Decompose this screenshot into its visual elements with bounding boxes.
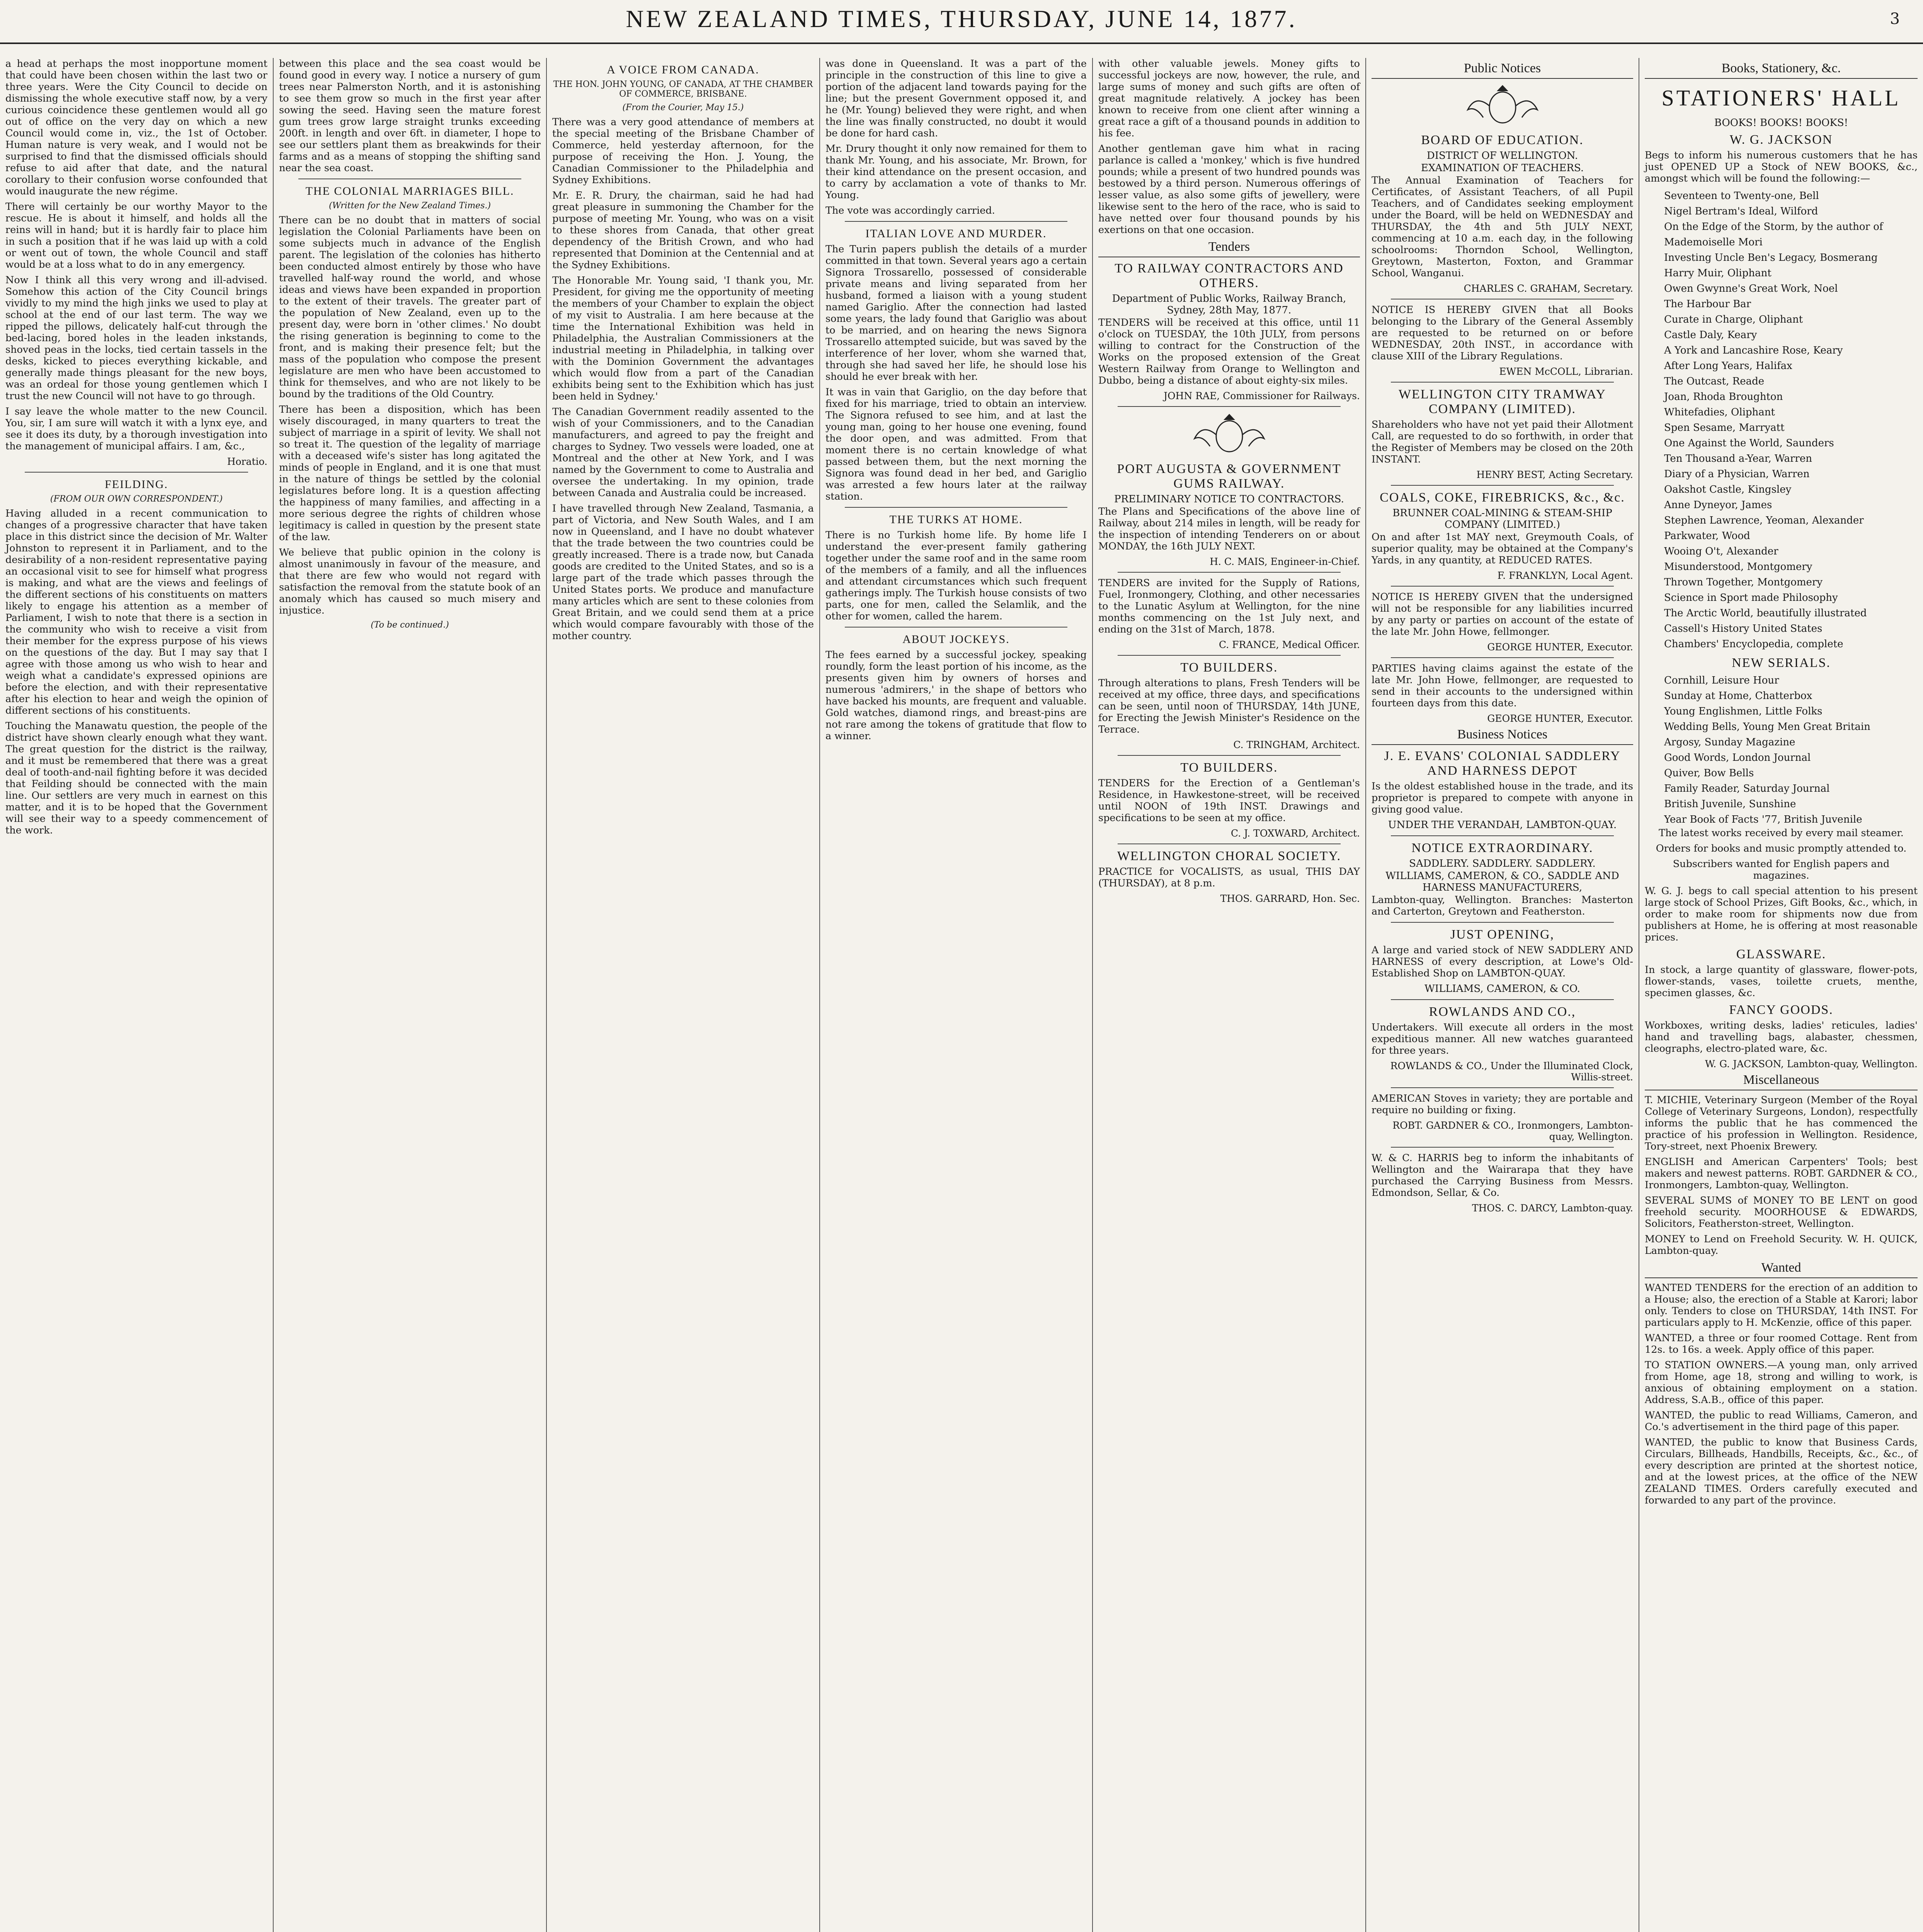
- list-item: Year Book of Facts '77, British Juvenile: [1664, 814, 1862, 825]
- ad-heading: TO BUILDERS.: [1180, 660, 1278, 675]
- list-item: Curate in Charge, Oliphant: [1664, 314, 1803, 325]
- ad-subline: PRELIMINARY NOTICE TO CONTRACTORS.: [1114, 493, 1344, 505]
- divider: [1118, 655, 1341, 656]
- list-item: A York and Lancashire Rose, Keary: [1664, 345, 1843, 356]
- list-item: Seventeen to Twenty-one, Bell: [1664, 190, 1819, 202]
- divider: [1391, 922, 1614, 923]
- ad-body: AMERICAN Stoves in variety; they are portable and require no building or fixing.: [1372, 1093, 1633, 1116]
- ad-signature: CHARLES C. GRAHAM, Secretary.: [1464, 283, 1633, 294]
- ad-subline: WILLIAMS, CAMERON, & CO.: [1424, 983, 1580, 995]
- article-paragraph: with other valuable jewels. Money gifts to successful jockeys are now, however, the rule, and large sums of money and such gifts are often of great magnitude relatively. A jockey has been known to receive from one client after winning a great race a gift of a thousand pounds in addition to his fee.: [1098, 58, 1360, 139]
- divider: [1391, 835, 1614, 836]
- ad-body: T. MICHIE, Veterinary Surgeon (Member of the Royal College of Veterinary Surgeons, London), respectfully informs the public that he has commenced the practice of his profession in Wellington. Residence, Tory-street, next Phoenix Brewery.: [1645, 1094, 1918, 1152]
- ad-body: Subscribers wanted for English papers and magazines.: [1673, 858, 1890, 881]
- ad-subline: SADDLERY. SADDLERY. SADDLERY.: [1409, 858, 1596, 869]
- list-item: Nigel Bertram's Ideal, Wilford: [1664, 206, 1818, 217]
- ad-heading: COALS, COKE, FIREBRICKS, &c., &c.: [1380, 490, 1625, 505]
- ad-heading: JUST OPENING,: [1450, 927, 1555, 942]
- ad-heading: WELLINGTON CHORAL SOCIETY.: [1117, 849, 1341, 863]
- list-item: Misunderstood, Montgomery: [1664, 561, 1812, 573]
- ad-heading: TO BUILDERS.: [1180, 760, 1278, 775]
- royal-crest-icon: [1456, 83, 1549, 129]
- list-item: Wooing O't, Alexander: [1664, 546, 1778, 557]
- list-item: The Harbour Bar: [1664, 298, 1751, 310]
- list-item: Stephen Lawrence, Yeoman, Alexander: [1664, 515, 1864, 526]
- column-7: [1639, 58, 1923, 1932]
- list-item: Cornhill, Leisure Hour: [1664, 675, 1779, 686]
- article-paragraph: Now I think all this very wrong and ill-advised. Somehow this action of the City Council brings vividly to my mind the high jinks we used to play at school at the end of our last term. The way we ripped the pillows, delicately half-cut through the bed-lacing, bored holes in the leaden inkstands, shoved peas in the locks, tied certain tassels in the desks, kicked to pieces everything kickable, and generally made things pleasant for the new boys, was an ordeal for those young gentlemen which I trust the new Council will not have to go through.: [5, 274, 267, 402]
- ad-heading: FANCY GOODS.: [1729, 1003, 1833, 1017]
- article-paragraph: There can be no doubt that in matters of social legislation the Colonial Parliaments have been on some subjects much in advance of the English parent. The legislation of the colonies has hitherto been conducted almost entirely by those who have travelled half-way round the world, and whose ideas and views have been expanded in proportion to the extent of their travels. The greater part of the population of New Zealand, even up to the present day, were born in 'other climes.' No doubt the rising generation is beginning to come to the front, and is making their presence felt; but the mass of the population who compose the present legislature are men who have been accustomed to think for themselves, and who are not likely to be bound by the traditions of the Old Country.: [279, 214, 541, 400]
- ad-signature: C. TRINGHAM, Architect.: [1233, 739, 1360, 750]
- ad-subline: UNDER THE VERANDAH, LAMBTON-QUAY.: [1388, 819, 1617, 831]
- ad-body: PARTIES having claims against the estate of the late Mr. John Howe, fellmonger, are requested to send in their accounts to the undersigned within fourteen days from this date.: [1372, 663, 1633, 709]
- article-paragraph: I have travelled through New Zealand, Tasmania, a part of Victoria, and New South Wales, and I am now in Queensland, and I have no doubt whatever that the trade between the two countries could be greatly increased. There is a trade now, but Canada goods are credited to the United States, and so is a large part of the trade which passes through the United States ports. We produce and manufacture many articles which are sent to these colonies from Great Britain, and we could send them at a price which would compare favourably with those of the mother country.: [552, 503, 814, 642]
- ad-signature: C. J. TOXWARD, Architect.: [1231, 828, 1360, 839]
- ad-subline: EXAMINATION OF TEACHERS.: [1421, 162, 1584, 174]
- ad-body: WANTED, the public to read Williams, Cameron, and Co.'s advertisement in the third page of this paper.: [1645, 1410, 1918, 1433]
- article-paragraph: We believe that public opinion in the colony is almost unanimously in favour of the measure, and that there are few who would not regard with satisfaction the removal from the statute book of an anomaly which has caused so much misery and injustice.: [279, 547, 541, 616]
- ad-body: W. & C. HARRIS beg to inform the inhabitants of Wellington and the Wairarapa that they have purchased the Carrying Business from Messrs. Edmondson, Sellar, & Co.: [1372, 1152, 1633, 1199]
- divider: [1391, 1147, 1614, 1148]
- ad-subline: WILLIAMS, CAMERON, & CO., SADDLE AND HARNESS MANUFACTURERS,: [1385, 870, 1619, 893]
- list-item: Whitefadies, Oliphant: [1664, 406, 1775, 418]
- ad-subline: BOOKS! BOOKS! BOOKS!: [1714, 117, 1848, 129]
- ad-body: TENDERS for the Erection of a Gentleman's Residence, in Hawkestone-street, will be received until NOON of 19th INST. Drawings and specifications to be seen at my office.: [1098, 777, 1360, 824]
- list-item: The Arctic World, beautifully illustrated: [1664, 607, 1867, 619]
- book-list: [1645, 188, 1918, 652]
- ad-heading: GLASSWARE.: [1736, 947, 1826, 961]
- ad-subline: DISTRICT OF WELLINGTON.: [1426, 150, 1578, 162]
- list-item: Family Reader, Saturday Journal: [1664, 783, 1830, 794]
- divider: [845, 221, 1067, 222]
- ad-signature: W. G. JACKSON, Lambton-quay, Wellington.: [1705, 1058, 1918, 1070]
- list-item: Owen Gwynne's Great Work, Noel: [1664, 283, 1838, 294]
- ad-body: Orders for books and music promptly attended to.: [1656, 843, 1907, 854]
- ad-body: PRACTICE for VOCALISTS, as usual, THIS DAY (THURSDAY), at 8 p.m.: [1098, 866, 1360, 889]
- ad-signature: ROWLANDS & CO., Under the Illuminated Clock, Willis-street.: [1390, 1060, 1633, 1083]
- divider: [1391, 485, 1614, 486]
- list-item: Good Words, London Journal: [1664, 752, 1811, 764]
- ad-body: The latest works received by every mail steamer.: [1659, 827, 1904, 839]
- ad-body: Workboxes, writing desks, ladies' reticules, ladies' hand and travelling bags, alabaster, chessmen, cleographs, electro-plated ware, &c.: [1645, 1020, 1918, 1054]
- ad-body: ENGLISH and American Carpenters' Tools; best makers and newest patterns. ROBT. GARDNER & CO., Ironmongers, Lambton-quay, Wellington.: [1645, 1156, 1918, 1191]
- column-3: [547, 58, 819, 1932]
- ad-body: Begs to inform his numerous customers that he has just OPENED UP a Stock of NEW BOOKS, &c., amongst which will be found the following:—: [1645, 150, 1918, 184]
- ad-body: SEVERAL SUMS of MONEY TO BE LENT on good freehold security. MOORHOUSE & EDWARDS, Solicitors, Featherston-street, Wellington.: [1645, 1195, 1918, 1230]
- ad-heading: W. G. JACKSON: [1729, 133, 1833, 147]
- ad-body: The Plans and Specifications of the above line of Railway, about 214 miles in length, will be ready for the inspection of intending Tenderers on or about MONDAY, the 16th JULY NEXT.: [1098, 506, 1360, 552]
- ad-body: WANTED, a three or four roomed Cottage. Rent from 12s. to 16s. a week. Apply office of this paper.: [1645, 1332, 1918, 1355]
- column-6: [1366, 58, 1639, 1932]
- article-paragraph: Another gentleman gave him what in racing parlance is called a 'monkey,' which is five hundred pounds; while a present of two hundred pounds was bestowed by a third person. Numerous offerings of lesser value, as also some gifts of jewellery, were likewise sent to the hero of the race, who is said to have netted over four thousand pounds by his exertions on that one occasion.: [1098, 143, 1360, 236]
- ad-heading: PORT AUGUSTA & GOVERNMENT GUMS RAILWAY.: [1117, 462, 1341, 491]
- ad-subline: BRUNNER COAL-MINING & STEAM-SHIP COMPANY (LIMITED.): [1392, 507, 1612, 531]
- list-item: Joan, Rhoda Broughton: [1664, 391, 1783, 403]
- list-item: Argosy, Sunday Magazine: [1664, 736, 1795, 748]
- divider: [1118, 406, 1341, 407]
- divider: [1391, 1087, 1614, 1088]
- article-heading: ITALIAN LOVE AND MURDER.: [865, 227, 1047, 240]
- list-item: Spen Sesame, Marryatt: [1664, 422, 1785, 434]
- list-item: The Outcast, Reade: [1664, 376, 1765, 387]
- ad-body: W. G. J. begs to call special attention to his present large stock of School Prizes, Gift Books, &c., which, in order to make room for shipments now due from publishers at Home, he is offering at most reasonable prices.: [1645, 885, 1918, 943]
- list-item: Quiver, Bow Bells: [1664, 767, 1754, 779]
- list-item: Chambers' Encyclopedia, complete: [1664, 638, 1843, 650]
- list-item: Anne Dyneyor, James: [1664, 499, 1772, 511]
- article-paragraph: Mr. Drury thought it only now remained for them to thank Mr. Young, and his associate, Mr. Brown, for their kind attendance on the present occasion, and to carry by acclamation a vote of thanks to Mr. Young.: [825, 143, 1087, 201]
- divider: [1391, 999, 1614, 1000]
- ad-body: Undertakers. Will execute all orders in the most expeditious manner. All new watches guaranteed for three years.: [1372, 1022, 1633, 1056]
- column-2: [274, 58, 546, 1932]
- section-heading-business-notices: Business Notices: [1372, 727, 1633, 745]
- article-heading: FEILDING.: [105, 478, 168, 491]
- list-item: Parkwater, Wood: [1664, 530, 1750, 542]
- ad-body: In stock, a large quantity of glassware, flower-pots, flower-stands, vases, toilette cruets, menthe, specimen glasses, &c.: [1645, 964, 1918, 999]
- article-paragraph: There is no Turkish home life. By home life I understand the ever-present family gathering together under the same roof and in the same room of the members of a family, and all the influences and attendant circumstances which such frequent gatherings imply. The Turkish house consists of two parts, one for men, called the Selamlik, and the other for women, called the harem.: [825, 529, 1087, 622]
- article-heading: ABOUT JOCKEYS.: [902, 633, 1010, 646]
- list-item: Wedding Bells, Young Men Great Britain: [1664, 721, 1870, 733]
- article-paragraph: The Honorable Mr. Young said, 'I thank you, Mr. President, for giving me the opportunity of meeting the members of your Chamber to explain the object of my visit to Australia. I am here because at the time the International Exhibition was held in Philadelphia, the Australian Commissioners at the industrial meeting in Philadelphia, in talking over with the Dominion Government the advantages which would flow from a part of the Canadian exhibits being sent to the Exhibition which has just been held in Sydney.': [552, 275, 814, 402]
- ad-body: Lambton-quay, Wellington. Branches: Masterton and Carterton, Greytown and Featherston.: [1372, 894, 1633, 917]
- ad-body: NOTICE IS HEREBY GIVEN that the undersigned will not be responsible for any liabilities incurred by any party or parties on account of the estate of the late Mr. John Howe, fellmonger.: [1372, 591, 1633, 638]
- ad-body: Shareholders who have not yet paid their Allotment Call, are requested to do so forthwith, in order that the Register of Members may be closed on the 20th INSTANT.: [1372, 419, 1633, 465]
- ad-signature: C. FRANCE, Medical Officer.: [1219, 639, 1360, 650]
- serials-list: [1645, 673, 1918, 827]
- article-paragraph: The vote was accordingly carried.: [825, 205, 995, 216]
- section-heading-wanted: Wanted: [1645, 1260, 1918, 1278]
- ad-signature: ROBT. GARDNER & CO., Ironmongers, Lambton-quay, Wellington.: [1392, 1120, 1633, 1142]
- column-1: [0, 58, 273, 1932]
- ad-signature: THOS. GARRARD, Hon. Sec.: [1220, 893, 1360, 904]
- ad-signature: H. C. MAIS, Engineer-in-Chief.: [1210, 556, 1360, 567]
- ad-body: On and after 1st MAY next, Greymouth Coals, of superior quality, may be obtained at the Company's Yards, in any quantity, at REDUCED RATES.: [1372, 531, 1633, 566]
- divider: [1118, 572, 1341, 573]
- list-item: Ten Thousand a-Year, Warren: [1664, 453, 1812, 464]
- ad-heading: WELLINGTON CITY TRAMWAY COMPANY (LIMITED).: [1398, 387, 1606, 416]
- ad-signature: GEORGE HUNTER, Executor.: [1487, 641, 1633, 653]
- list-item: Oakshot Castle, Kingsley: [1664, 484, 1792, 495]
- ad-body: WANTED TENDERS for the erection of an addition to a House; also, the erection of a Stable at Karori; labor only. Tenders to close on THURSDAY, 14th INST. For particulars apply to H. McKenzie, office of this paper.: [1645, 1282, 1918, 1328]
- continued-note: (To be continued.): [371, 620, 449, 630]
- column-4: [820, 58, 1092, 1932]
- ad-signature: GEORGE HUNTER, Executor.: [1487, 713, 1633, 724]
- royal-crest-icon: [1183, 412, 1276, 458]
- list-item: Young Englishmen, Little Folks: [1664, 706, 1823, 717]
- article-paragraph: I say leave the whole matter to the new Council. You, sir, I am sure will watch it with a lynx eye, and see it does its duty, by a thorough investigation into the management of municipal affairs. I am, &c.,: [5, 406, 267, 452]
- section-heading-miscellaneous: Miscellaneous: [1645, 1073, 1918, 1090]
- masthead: [0, 0, 1923, 44]
- ad-body: The Annual Examination of Teachers for Certificates, of Assistant Teachers, of all Pupil Teachers, and of Candidates seeking employment under the Board, will be held on WEDNESDAY and THURSDAY, the 4th and 5th JULY NEXT, commencing at 10 a.m. each day, in the following schoolrooms: Thorndon School, Wellington, Greytown, Masterton, Foxton, and Grammar School, Wanganui.: [1372, 175, 1633, 279]
- ad-signature: F. FRANKLYN, Local Agent.: [1497, 570, 1633, 581]
- ad-heading: NEW SERIALS.: [1732, 656, 1831, 670]
- list-item: Cassell's History United States: [1664, 623, 1823, 634]
- column-5: [1093, 58, 1365, 1932]
- list-item: Science in Sport made Philosophy: [1664, 592, 1838, 604]
- list-item: After Long Years, Halifax: [1664, 360, 1792, 372]
- list-item: On the Edge of the Storm, by the author of Mademoiselle Mori: [1664, 221, 1883, 248]
- divider: [845, 627, 1067, 628]
- ad-body: Is the oldest established house in the trade, and its proprietor is prepared to compete with anyone in giving good value.: [1372, 781, 1633, 815]
- article-paragraph: Mr. E. R. Drury, the chairman, said he had had great pleasure in summoning the Chamber for the purpose of meeting Mr. Young, who was on a visit to these shores from Canada, that other great dependency of the British Crown, and who had represented that Dominion at the Centennial and at the Sydney Exhibitions.: [552, 190, 814, 271]
- divider: [1118, 755, 1341, 756]
- article-heading: THE TURKS AT HOME.: [889, 513, 1023, 526]
- ad-signature: HENRY BEST, Acting Secretary.: [1476, 469, 1633, 480]
- ad-body: Through alterations to plans, Fresh Tenders will be received at my office, three days, and specifications can be seen, until noon of THURSDAY, 14th JUNE, for Erecting the Jewish Minister's Residence on the Terrace.: [1098, 677, 1360, 735]
- list-item: Diary of a Physician, Warren: [1664, 468, 1810, 480]
- article-paragraph: The Canadian Government readily assented to the wish of your Commissioners, and to the Canadian manufacturers, and agreed to pay the freight and charges to Sydney. Two vessels were loaded, one at Montreal and the other at New York, and I was named by the Government to come to Australia and oversee the undertaking. In my opinion, trade between Canada and Australia could be increased.: [552, 406, 814, 499]
- ad-body: TENDERS are invited for the Supply of Rations, Fuel, Ironmongery, Clothing, and other necessaries to the Lunatic Asylum at Wellington, for the nine months commencing on the 1st July next, and ending on the 31st of March, 1878.: [1098, 577, 1360, 635]
- divider: [25, 472, 248, 473]
- ad-subline: Department of Public Works, Railway Branch, Sydney, 28th May, 1877.: [1112, 293, 1346, 316]
- list-item: Thrown Together, Montgomery: [1664, 577, 1823, 588]
- article-paragraph: It was in vain that Gariglio, on the day before that fixed for his marriage, tried to obtain an interview. The Signora refused to see him, and at last the young man, going to her house one evening, found the door open, and was admitted. From that moment there is no certain knowledge of what passed between them, but the next morning the Signora was found dead in her bed, and Gariglio was arrested a few hours later at the railway station.: [825, 386, 1087, 502]
- list-item: Harry Muir, Oliphant: [1664, 267, 1772, 279]
- ad-body: WANTED, the public to know that Business Cards, Circulars, Billheads, Handbills, Receipts, &c., &c., of every description are printed at the shortest notice, and at the lowest prices, at the office of the NEW ZEALAND TIMES. Orders carefully executed and forwarded to any part of the province.: [1645, 1437, 1918, 1506]
- ad-body: MONEY to Lend on Freehold Security. W. H. QUICK, Lambton-quay.: [1645, 1233, 1918, 1257]
- article-paragraph: There was a very good attendance of members at the special meeting of the Brisbane Chamber of Commerce, held yesterday afternoon, for the purpose of receiving the Hon. J. Young, the Canadian Commissioner to the Philadelphia and Sydney Exhibitions.: [552, 116, 814, 186]
- ad-body: A large and varied stock of NEW SADDLERY AND HARNESS of every description, at Lowe's Old-Established Shop on LAMBTON-QUAY.: [1372, 944, 1633, 979]
- ad-body: TENDERS will be received at this office, until 11 o'clock on TUESDAY, the 10th JULY, from persons willing to contract for the Construction of the Works on the proposed extension of the Great Western Railway from Orange to Wellington and Dubbo, being a distance of about eighty-six miles.: [1098, 317, 1360, 386]
- divider: [1391, 657, 1614, 658]
- letter-signature: Horatio.: [227, 456, 267, 467]
- article-subheading: (Written for the New Zealand Times.): [329, 201, 491, 211]
- ad-heading: ROWLANDS AND CO.,: [1429, 1005, 1576, 1019]
- article-paragraph: The Turin papers publish the details of a murder committed in that town. Several years ago a certain Signora Trossarello, possessed of considerable private means and living separated from her husband, formed a liaison with a young student named Gariglio. After the connection had lasted some years, the lady found that Gariglio was about to be married, and on hearing the news Signora Trossarello attempted suicide, but was saved by the interference of her lover, whom she warned that, through she had saved her life, he should lose his should he ever break with her.: [825, 243, 1087, 383]
- article-paragraph: There will certainly be our worthy Mayor to the rescue. He is about it himself, and holds all the reins will in hand; but it is hardly fair to place him in such a position that if he was laid up with a cold or went out of town, the whole Council and staff would be at a loss what to do in any emergency.: [5, 201, 267, 270]
- article-paragraph: The fees earned by a successful jockey, speaking roundly, form the least portion of his income, as the presents given him by owners of horses and numerous 'admirers,' in the shape of bettors who have backed his mounts, are frequent and valuable. Gold watches, diamond rings, and breast-pins are not rare among the tokens of gratitude that flow to a winner.: [825, 649, 1087, 742]
- article-heading: THE COLONIAL MARRIAGES BILL.: [305, 185, 514, 197]
- article-paragraph: a head at perhaps the most inopportune moment that could have been chosen within the last two or three years. Were the City Council to decide on dismissing the whole executive staff now, by a very curious coincidence these gentlemen would all go out of office on the very day on which a new Council would come in, viz., the 1st of October. Human nature is very weak, and I would not be surprised to find that the dismissed officials should refuse to aid after that date, and the natural corollary to their confusion worse confounded that would inaugurate the new régime.: [5, 58, 267, 197]
- article-heading: A VOICE FROM CANADA.: [607, 63, 759, 76]
- newspaper-title: NEW ZEALAND TIMES, THURSDAY, JUNE 14, 1877.: [626, 5, 1297, 32]
- article-subheading: (FROM OUR OWN CORRESPONDENT.): [50, 494, 223, 504]
- article-paragraph: There has been a disposition, which has been wisely discouraged, in many quarters to treat the subject of marriage in a spirit of levity. We shall not so treat it. The question of the legality of marriage with a deceased wife's sister has long agitated the minds of people in England, and it is one that must in the nature of things be settled by the colonial legislatures before long. It is a question affecting the happiness of many families, and affecting in a more serious degree the rights of children whose legitimacy is called in question by the present state of the law.: [279, 404, 541, 543]
- ad-signature: THOS. C. DARCY, Lambton-quay.: [1472, 1202, 1633, 1214]
- list-item: British Juvenile, Sunshine: [1664, 798, 1796, 810]
- article-paragraph: Touching the Manawatu question, the people of the district have shown clearly enough what they want. The great question for the district is the railway, and it must be remembered that there was a great deal of tooth-and-nail fighting before it was decided that Feilding should be connected with the main line. Our settlers are very much in earnest on this matter, and it is to be hoped that the Government will see their way to a speedy commencement of the work.: [5, 720, 267, 836]
- article-paragraph: between this place and the sea coast would be found good in every way. I notice a nursery of gum trees near Palmerston North, and it is astonishing to see them grow so much in the first year after sowing the seed. Having seen the mature forest gum trees grow large straight trunks exceeding 200ft. in length and over 6ft. in diameter, I hope to see our settlers plant them as breakwinds for their farms and as a means of stopping the shifting sand near the sea coast.: [279, 58, 541, 174]
- article-source: (From the Courier, May 15.): [622, 103, 744, 112]
- list-item: Investing Uncle Ben's Legacy, Bosmerang: [1664, 252, 1878, 264]
- ad-heading: J. E. EVANS' COLONIAL SADDLERY AND HARNESS DEPOT: [1384, 749, 1621, 778]
- divider: [1391, 586, 1614, 587]
- section-heading-tenders: Tenders: [1098, 240, 1360, 257]
- shop-banner: STATIONERS' HALL: [1661, 85, 1901, 111]
- ad-heading: TO RAILWAY CONTRACTORS AND OTHERS.: [1115, 261, 1344, 290]
- page-number: 3: [1890, 10, 1900, 28]
- list-item: Sunday at Home, Chatterbox: [1664, 690, 1812, 702]
- ad-body: NOTICE IS HEREBY GIVEN that all Books belonging to the Library of the General Assembly are requested to be returned on or before WEDNESDAY, 20th INST., in accordance with clause XIII of the Library Regulations.: [1372, 304, 1633, 362]
- list-item: One Against the World, Saunders: [1664, 437, 1834, 449]
- list-item: Castle Daly, Keary: [1664, 329, 1757, 341]
- section-heading-public-notices: Public Notices: [1372, 61, 1633, 79]
- ad-heading: BOARD OF EDUCATION.: [1421, 133, 1584, 147]
- ad-body: TO STATION OWNERS.—A young man, only arrived from Home, age 18, strong and willing to work, is anxious of obtaining employment on a station. Address, S.A.B., office of this paper.: [1645, 1359, 1918, 1406]
- ad-signature: JOHN RAE, Commissioner for Railways.: [1164, 390, 1360, 401]
- divider: [845, 507, 1067, 508]
- article-subheading: THE HON. JOHN YOUNG, OF CANADA, AT THE CHAMBER OF COMMERCE, BRISBANE.: [553, 80, 813, 99]
- divider: [1391, 382, 1614, 383]
- ad-heading: NOTICE EXTRAORDINARY.: [1411, 841, 1593, 855]
- ad-signature: EWEN McCOLL, Librarian.: [1499, 366, 1633, 377]
- article-paragraph: Having alluded in a recent communication to changes of a progressive character that have taken place in this district since the decision of Mr. Walter Johnston to represent it in Parliament, and to the desirability of a non-resident representative paying an occasional visit to see for himself what progress is making, and what are the views and feelings of the different sections of his constituents on matters likely to engage his attention as a member of Parliament, I wish to note that there is a section in the community who wish to receive a visit from their member for the express purpose of his views on the questions of the day. But I may say that I agree with those among us who wish to hear and weigh what a candidate's expressed opinions are before the election, and with their representative after his election to hear and weigh the opinion of different sections of his constituents.: [5, 508, 267, 716]
- section-heading-books: Books, Stationery, &c.: [1645, 61, 1918, 79]
- article-paragraph: was done in Queensland. It was a part of the principle in the construction of this line to give a portion of the adjacent land towards paying for the line; but the present Government opposed it, and he (Mr. Young) believed they were right, and when the line was finally constructed, no doubt it would be done for hard cash.: [825, 58, 1087, 139]
